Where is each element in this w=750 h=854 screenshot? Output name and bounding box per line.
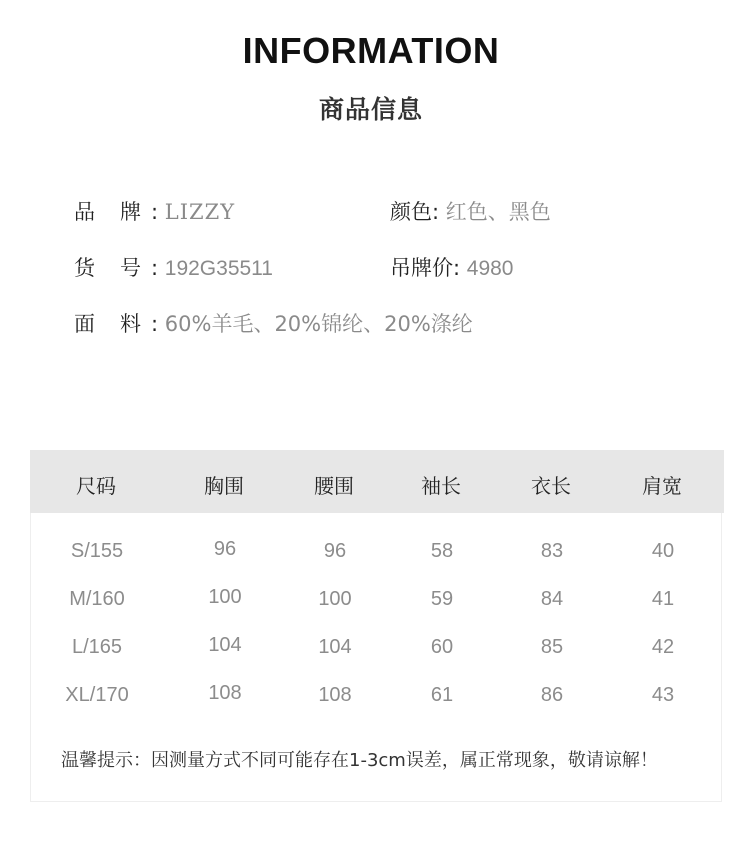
item-no-label-char-1: 货: [74, 256, 95, 280]
brand-label: [74, 197, 151, 227]
size-table: [30, 450, 722, 802]
tag-price-label: 吊牌价: [390, 256, 453, 280]
table-cell: 86: [540, 684, 564, 706]
table-cell: 104: [318, 636, 352, 658]
brand-row: [74, 197, 235, 227]
brand-colon: :: [151, 200, 159, 224]
color-label: 颜色: [390, 200, 432, 224]
header-length: 衣长: [531, 474, 571, 498]
brand-label-char-2: 牌: [120, 200, 141, 224]
table-cell: 40: [651, 540, 675, 562]
color-row: [390, 197, 551, 227]
header-sleeve: 袖长: [421, 474, 461, 498]
header-waist: 腰围: [314, 474, 354, 498]
fabric-label-char-2: 料: [120, 312, 141, 336]
table-cell: 84: [540, 588, 564, 610]
size-table-header: [30, 450, 724, 513]
fabric-colon: :: [151, 312, 159, 336]
table-cell: 104: [208, 634, 242, 656]
fabric-label-char-1: 面: [74, 312, 95, 336]
table-cell: 61: [430, 684, 454, 706]
fabric-label: [74, 309, 151, 339]
item-no-value: 192G35511: [164, 257, 273, 280]
table-cell: 96: [323, 540, 347, 562]
color-colon: :: [432, 200, 440, 224]
table-cell: L/165: [71, 636, 123, 658]
color-value: 红色、黑色: [445, 200, 551, 224]
item-no-colon: :: [151, 256, 159, 280]
measurement-note: 温馨提示：因测量方式不同可能存在1-3cm误差，属正常现象，敬请谅解！: [61, 750, 658, 771]
header-chest: 胸围: [204, 474, 244, 498]
brand-value: LIZZY: [164, 200, 236, 224]
page-title-en: INFORMATION: [242, 30, 500, 71]
page-title-cn: 商品信息: [318, 95, 423, 124]
table-cell: XL/170: [65, 684, 129, 706]
header-shoulder: 肩宽: [642, 474, 682, 498]
table-cell: 83: [540, 540, 564, 562]
table-cell: 58: [430, 540, 454, 562]
item-no-label: [74, 253, 151, 283]
table-cell: 100: [318, 588, 352, 610]
tag-price-colon: :: [453, 256, 461, 280]
table-cell: M/160: [69, 588, 125, 610]
table-cell: 59: [430, 588, 454, 610]
table-cell: 96: [213, 538, 237, 560]
table-cell: 85: [540, 636, 564, 658]
item-no-label-char-2: 号: [120, 256, 141, 280]
brand-label-char-1: 品: [74, 200, 95, 224]
table-cell: 108: [208, 682, 242, 704]
table-cell: S/155: [70, 540, 124, 562]
table-cell: 43: [651, 684, 675, 706]
fabric-value: 60%羊毛、20%锦纶、20%涤纶: [164, 312, 473, 336]
tag-price-value: 4980: [466, 257, 514, 280]
table-cell: 100: [208, 586, 242, 608]
fabric-row: [74, 309, 473, 339]
table-cell: 108: [318, 684, 352, 706]
table-cell: 60: [430, 636, 454, 658]
table-cell: 42: [651, 636, 675, 658]
tag-price-row: [390, 253, 513, 284]
table-cell: 41: [651, 588, 675, 610]
item-no-row: [74, 253, 273, 284]
header-size: 尺码: [76, 474, 116, 498]
